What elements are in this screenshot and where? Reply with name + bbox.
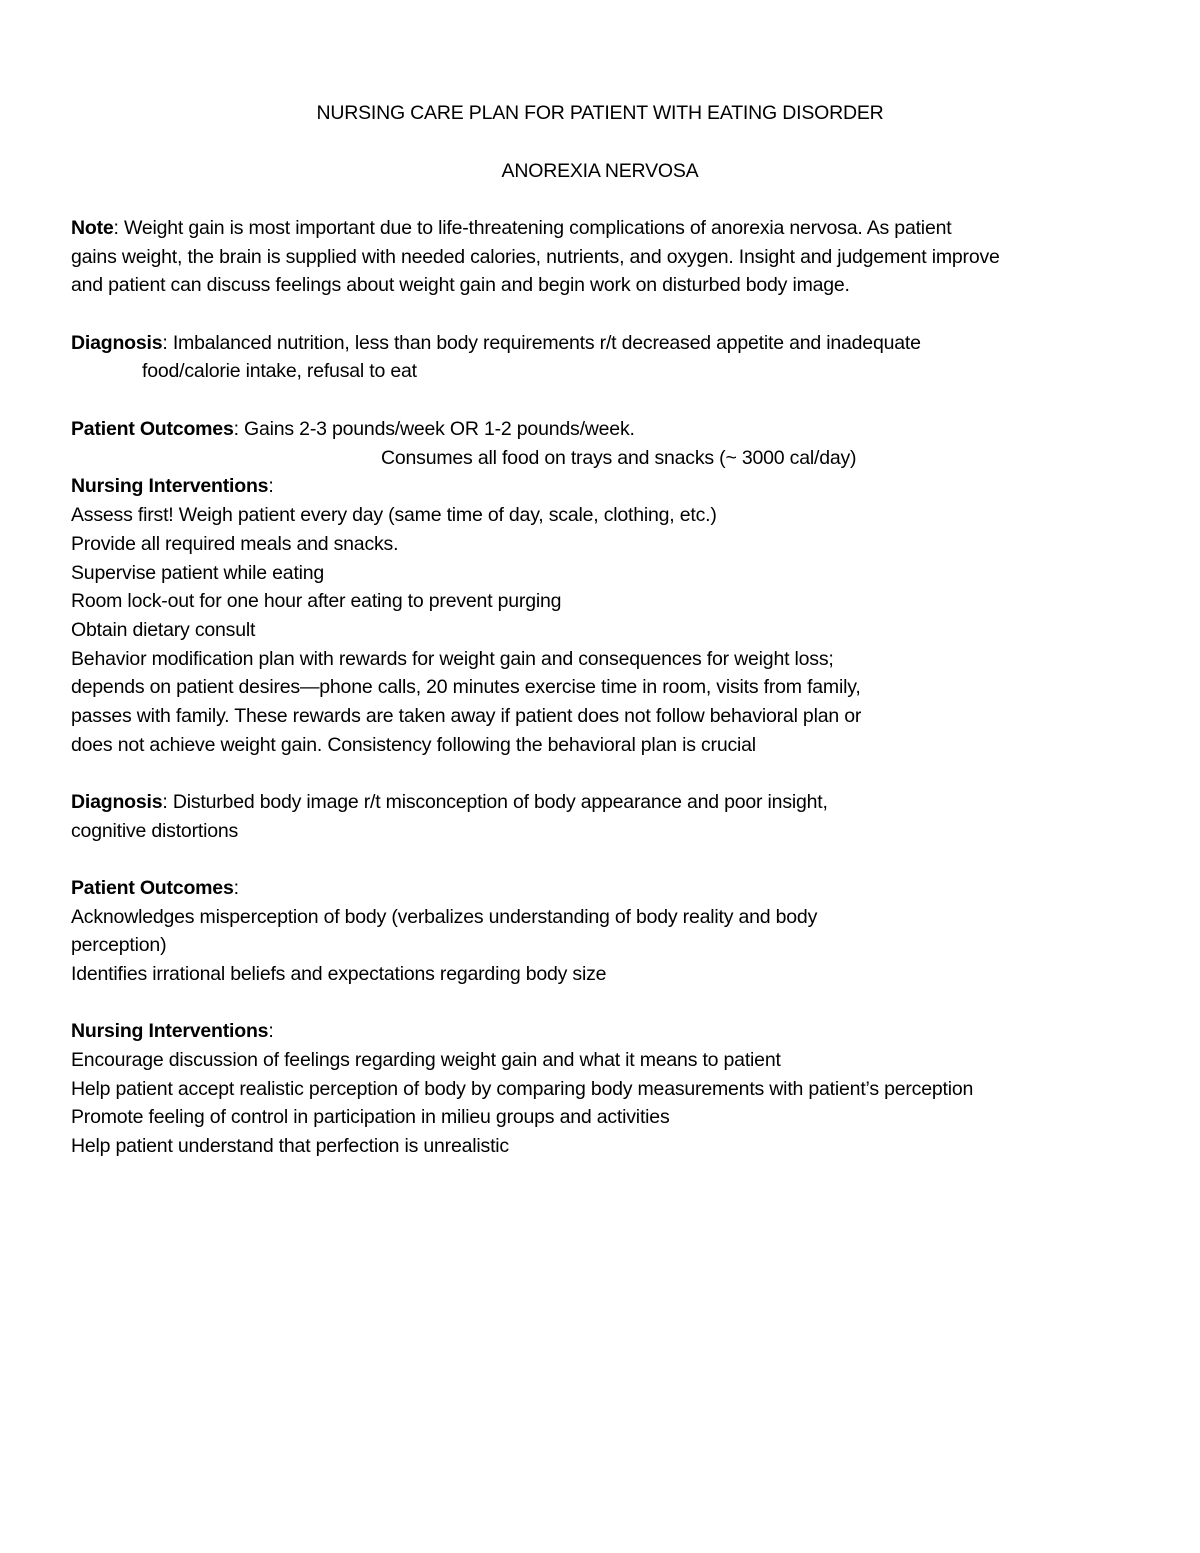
diagnosis-1-line-1: Diagnosis: Imbalanced nutrition, less than body requirements r/t decreased appetite and inadequate	[71, 332, 921, 354]
intervention-item: Assess first! Weigh patient every day (same time of day, scale, clothing, etc.)	[71, 504, 717, 526]
outcomes-1-line-2: Consumes all food on trays and snacks (~ 3000 cal/day)	[381, 447, 857, 469]
outcomes-1-label: Patient Outcomes	[71, 418, 234, 440]
diagnosis-2-line-1: Diagnosis: Disturbed body image r/t misconception of body appearance and poor insight,	[71, 791, 828, 813]
note-line-1: Note: Weight gain is most important due to life-threatening complications of anorexia nervosa. As patient	[71, 217, 952, 239]
outcome-item: Acknowledges misperception of body (verbalizes understanding of body reality and body	[71, 906, 818, 928]
document-title: NURSING CARE PLAN FOR PATIENT WITH EATING DISORDER	[316, 102, 884, 124]
outcomes-2-label: Patient Outcomes	[71, 877, 234, 899]
intervention-item: Promote feeling of control in participation in milieu groups and activities	[71, 1106, 670, 1128]
outcome-item: perception)	[71, 934, 167, 956]
outcomes-1-line-1: Patient Outcomes: Gains 2-3 pounds/week OR 1-2 pounds/week.	[71, 418, 635, 440]
outcomes-2-heading: Patient Outcomes:	[71, 877, 239, 899]
diagnosis-1-line-2: food/calorie intake, refusal to eat	[142, 360, 417, 382]
intervention-item: passes with family. These rewards are taken away if patient does not follow behavioral plan or	[71, 705, 862, 727]
outcome-item: Identifies irrational beliefs and expectations regarding body size	[71, 963, 607, 985]
intervention-item: Supervise patient while eating	[71, 562, 325, 584]
intervention-item: Room lock-out for one hour after eating to prevent purging	[71, 590, 562, 612]
interventions-2-heading: Nursing Interventions:	[71, 1020, 274, 1042]
document-subtitle: ANOREXIA NERVOSA	[501, 160, 699, 182]
intervention-item: does not achieve weight gain. Consistency following the behavioral plan is crucial	[71, 734, 756, 756]
note-label: Note	[71, 217, 114, 239]
diagnosis-2-line-2: cognitive distortions	[71, 820, 239, 842]
intervention-item: Help patient accept realistic perception of body by comparing body measurements with patient’s perception	[71, 1078, 974, 1100]
intervention-item: Encourage discussion of feelings regarding weight gain and what it means to patient	[71, 1049, 781, 1071]
note-line-2: gains weight, the brain is supplied with needed calories, nutrients, and oxygen. Insight and judgement improve	[71, 246, 1000, 268]
interventions-1-heading: Nursing Interventions:	[71, 475, 274, 497]
interventions-1-label: Nursing Interventions	[71, 475, 269, 497]
intervention-item: depends on patient desires—phone calls, 20 minutes exercise time in room, visits from family,	[71, 676, 861, 698]
diagnosis-1-label: Diagnosis	[71, 332, 163, 354]
diagnosis-2-label: Diagnosis	[71, 791, 163, 813]
interventions-2-label: Nursing Interventions	[71, 1020, 269, 1042]
intervention-item: Obtain dietary consult	[71, 619, 256, 641]
intervention-item: Behavior modification plan with rewards for weight gain and consequences for weight loss;	[71, 648, 834, 670]
note-line-3: and patient can discuss feelings about weight gain and begin work on disturbed body image.	[71, 274, 850, 296]
intervention-item: Provide all required meals and snacks.	[71, 533, 399, 555]
intervention-item: Help patient understand that perfection is unrealistic	[71, 1135, 509, 1157]
